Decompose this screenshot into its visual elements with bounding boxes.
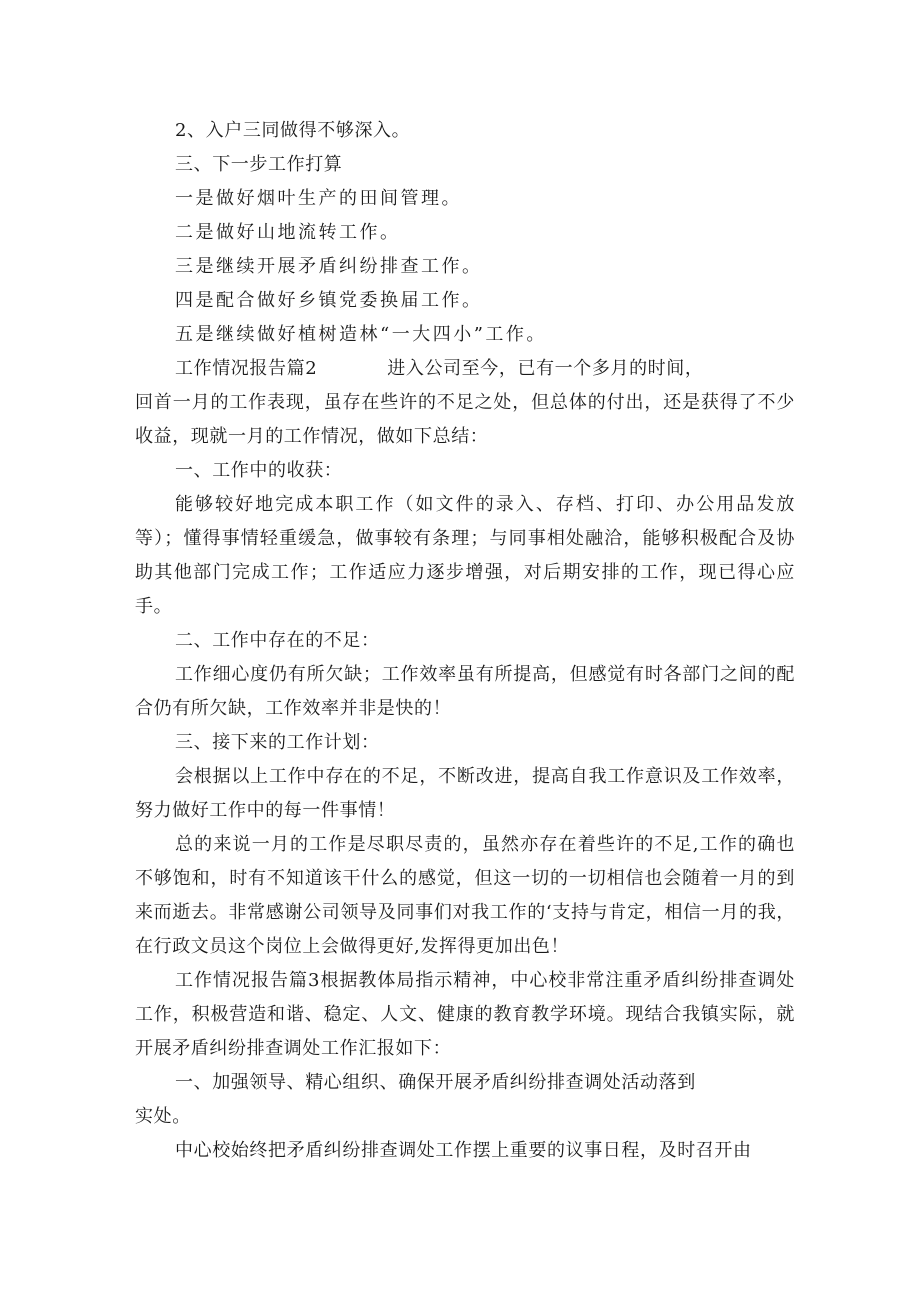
report-heading-2: 工作情况报告篇2 xyxy=(175,358,318,379)
document-body xyxy=(135,114,795,1168)
section-heading-next-steps: 三、下一步工作打算 xyxy=(175,154,343,175)
paragraph-4: 二是做好山地流转工作。 xyxy=(175,222,401,243)
paragraph-7: 五是继续做好植树造林“一大四小”工作。 xyxy=(175,324,547,345)
paragraph-3: 一是做好烟叶生产的田间管理。 xyxy=(175,188,462,209)
paragraph-14: 工作细心度仍有所欠缺；工作效率虽有所提高，但感觉有时各部门之间的配合仍有所欠缺，工作效率并非是快的！ xyxy=(135,664,795,719)
section-heading-leadership: 一、加强领导、精心组织、确保开展矛盾纠纷排查调处活动落到 xyxy=(175,1072,696,1093)
paragraph-12: 能够较好地完成本职工作（如文件的录入、存档、打印、办公用品发放等）；懂得事情轻重缓急，做事较有条理；与同事相处融洽，能够积极配合及协助其他部门完成工作；工作适应力逐步增强，对后期安排的工作，现已得心应手。 xyxy=(135,494,795,617)
paragraph-10: 回首一月的工作表现，虽存在些许的不足之处，但总体的付出，还是获得了不少收益，现就一月的工作情况，做如下总结： xyxy=(135,392,795,447)
paragraph-5: 三是继续开展矛盾纠纷排查工作。 xyxy=(175,256,483,277)
report-2-intro: 进入公司至今，已有一个多月的时间， xyxy=(387,358,704,379)
section-heading-plan: 三、接下来的工作计划： xyxy=(175,732,380,753)
report-heading-3-paragraph: 工作情况报告篇3根据教体局指示精神，中心校非常注重矛盾纠纷排查调处工作，积极营造和谐、稳定、人文、健康的教育教学环境。现结合我镇实际，就开展矛盾纠纷排查调处工作汇报如下： xyxy=(135,970,795,1059)
section-heading-shortcomings: 二、工作中存在的不足： xyxy=(175,630,380,651)
paragraph-21: 中心校始终把矛盾纠纷排查调处工作摆上重要的议事日程，及时召开由 xyxy=(175,1140,752,1161)
paragraph-17: 总的来说一月的工作是尽职尽责的，虽然亦存在着些许的不足,工作的确也不够饱和，时有不知道该干什么的感觉，但这一切的一切相信也会随着一月的到来而逝去。非常感谢公司领导及同事们对我工作的‘支持与肯定，相信一月的我，在行政文员这个岗位上会做得更好,发挥得更加出色！ xyxy=(135,834,795,957)
paragraph-20: 实处。 xyxy=(135,1106,191,1127)
section-heading-gains: 一、工作中的收获： xyxy=(175,460,343,481)
paragraph-6: 四是配合做好乡镇党委换届工作。 xyxy=(175,290,483,311)
paragraph-16: 会根据以上工作中存在的不足，不断改进，提高自我工作意识及工作效率，努力做好工作中的每一件事情！ xyxy=(135,766,795,821)
paragraph-1: 2、入户三同做得不够深入。 xyxy=(175,120,411,141)
report-heading-2-line xyxy=(135,352,795,386)
